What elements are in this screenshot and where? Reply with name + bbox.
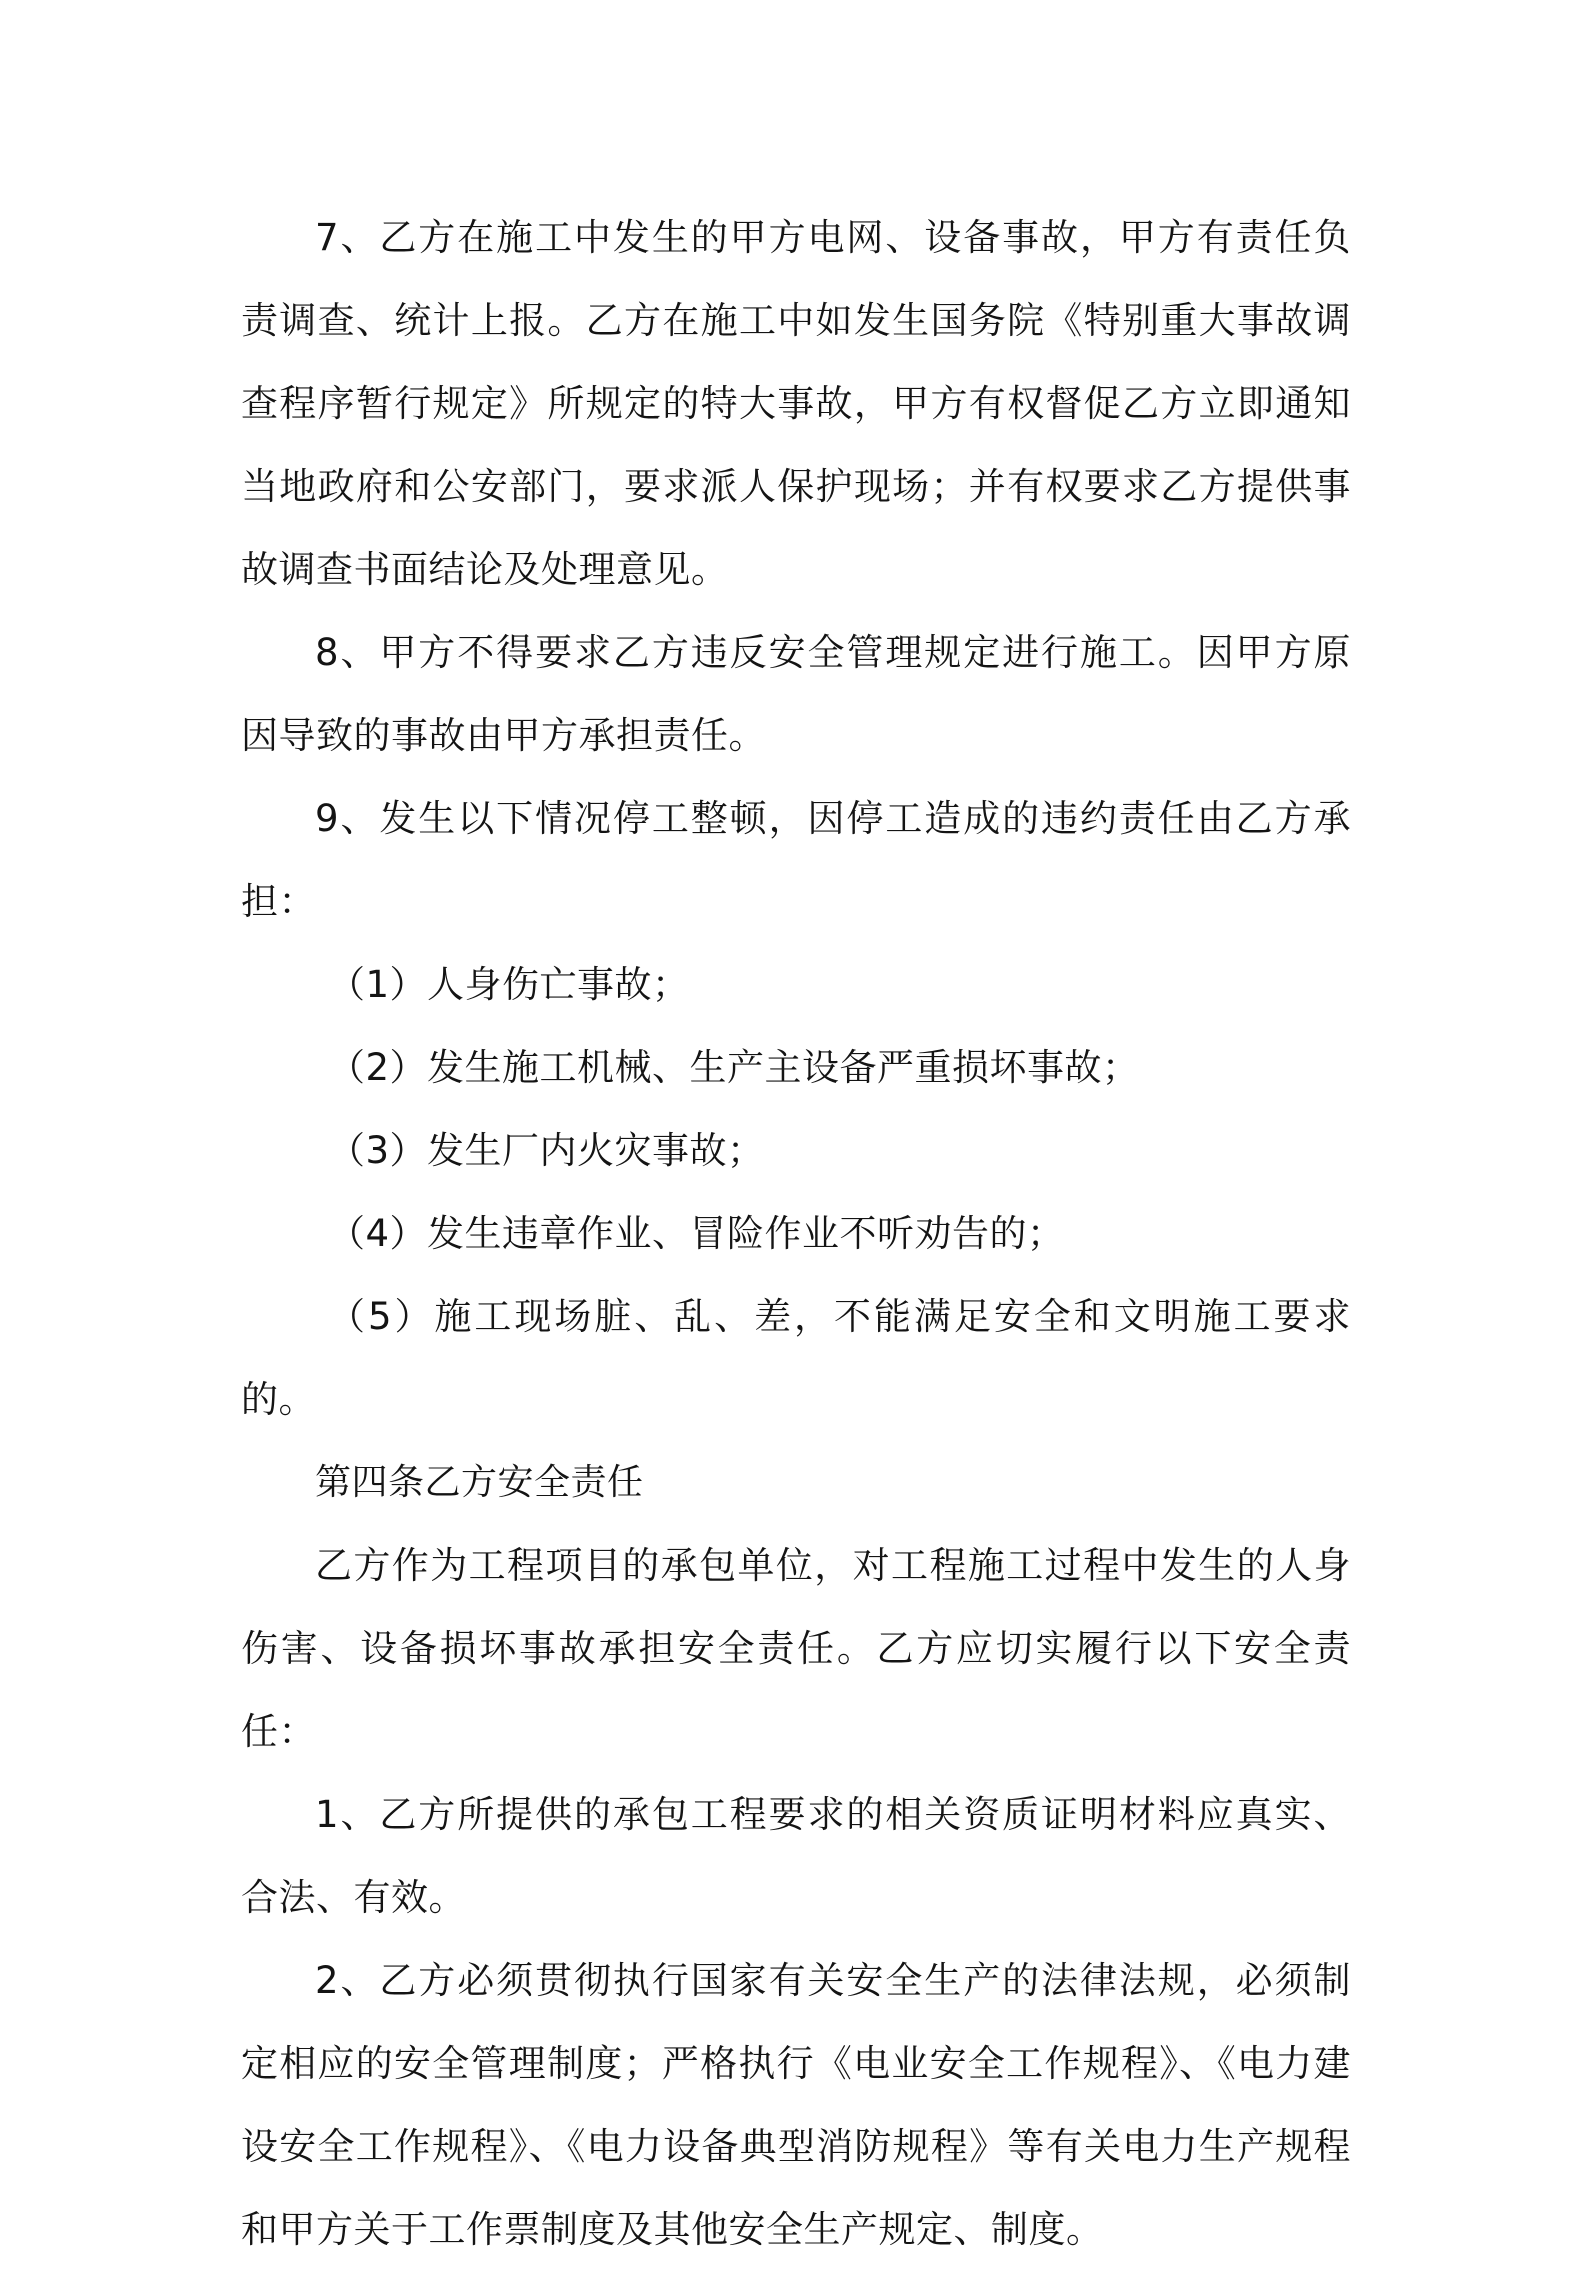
sub-item-4: （4）发生违章作业、冒险作业不听劝告的；	[328, 1212, 1065, 1255]
sub-item-3: （3）发生厂内火灾事故；	[328, 1129, 765, 1172]
clause-9-paragraph: 9、发生以下情况停工整顿，因停工造成的违约责任由乙方承担：	[241, 797, 1351, 923]
article-4-heading: 第四条乙方安全责任	[315, 1462, 644, 1503]
clause-1-paragraph: 1、乙方所提供的承包工程要求的相关资质证明材料应真实、合法、有效。	[241, 1793, 1351, 1919]
article-4-intro-paragraph: 乙方作为工程项目的承包单位，对工程施工过程中发生的人身伤害、设备损坏事故承担安全责任。乙方应切实履行以下安全责任：	[241, 1544, 1351, 1753]
sub-item-2: （2）发生施工机械、生产主设备严重损坏事故；	[328, 1046, 1140, 1089]
clause-7-paragraph: 7、乙方在施工中发生的甲方电网、设备事故，甲方有责任负责调查、统计上报。乙方在施工中如发生国务院《特别重大事故调查程序暂行规定》所规定的特大事故，甲方有权督促乙方立即通知当地政府和公安部门，要求派人保护现场；并有权要求乙方提供事故调查书面结论及处理意见。	[241, 216, 1351, 591]
sub-item-1: （1）人身伤亡事故；	[328, 963, 690, 1006]
document-body	[241, 196, 1351, 2271]
sub-item-5: （5）施工现场脏、乱、差，不能满足安全和文明施工要求的。	[241, 1295, 1351, 1421]
clause-8-paragraph: 8、甲方不得要求乙方违反安全管理规定进行施工。因甲方原因导致的事故由甲方承担责任。	[241, 631, 1351, 757]
clause-2-paragraph: 2、乙方必须贯彻执行国家有关安全生产的法律法规，必须制定相应的安全管理制度；严格执行《电业安全工作规程》、《电力建设安全工作规程》、《电力设备典型消防规程》等有关电力生产规程和甲方关于工作票制度及其他安全生产规定、制度。	[241, 1959, 1351, 2251]
